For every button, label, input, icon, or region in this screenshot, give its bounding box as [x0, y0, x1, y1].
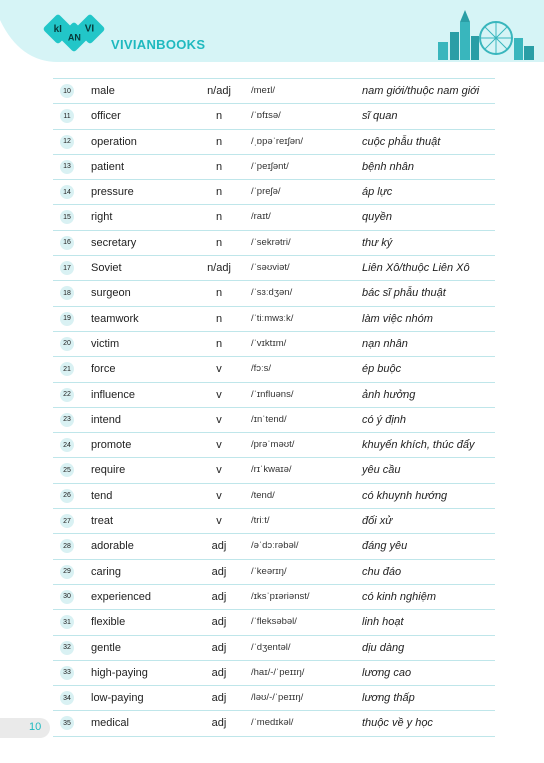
row-number: 10	[60, 84, 74, 98]
vocab-word: promote	[91, 439, 132, 452]
page-number: 10	[29, 721, 42, 733]
meaning: nạn nhân	[362, 337, 408, 350]
vocab-word: caring	[91, 565, 121, 578]
part-of-speech: v	[216, 439, 222, 452]
pronunciation: /ˈdʒentəl/	[251, 641, 291, 653]
vocabulary-table	[53, 78, 495, 737]
pronunciation: /ˈpreʃə/	[251, 186, 281, 198]
vocab-word: right	[91, 211, 113, 224]
part-of-speech: v	[216, 363, 222, 376]
meaning: ảnh hưởng	[362, 388, 416, 401]
table-row	[53, 433, 495, 458]
vocab-word: operation	[91, 135, 137, 148]
table-row	[53, 408, 495, 433]
vocab-word: low-paying	[91, 692, 144, 705]
meaning: bác sĩ phẫu thuật	[362, 287, 446, 300]
table-row	[53, 686, 495, 711]
table-row	[53, 130, 495, 155]
row-number: 15	[60, 210, 74, 224]
vocab-word: surgeon	[91, 287, 131, 300]
table-row	[53, 711, 495, 736]
part-of-speech: n	[215, 236, 223, 249]
part-of-speech: adj	[211, 641, 227, 654]
row-number: 16	[60, 236, 74, 250]
pronunciation: /fɔːs/	[251, 363, 272, 375]
vocab-word: Soviet	[91, 262, 122, 275]
meaning: bệnh nhân	[362, 160, 414, 173]
row-number: 12	[60, 135, 74, 149]
table-row	[53, 78, 495, 104]
part-of-speech: n	[215, 312, 223, 325]
part-of-speech: n	[215, 186, 223, 199]
table-row	[53, 585, 495, 610]
part-of-speech: n/adj	[207, 85, 231, 97]
meaning: làm việc nhóm	[362, 312, 433, 325]
pronunciation: /ˈɪnfluəns/	[251, 388, 294, 400]
row-number: 26	[60, 489, 74, 503]
city-skyline-icon	[436, 8, 536, 60]
vocab-word: teamwork	[91, 312, 139, 325]
vocab-word: patient	[91, 160, 125, 173]
vocab-word: experienced	[91, 590, 151, 603]
row-number: 19	[60, 312, 74, 326]
pronunciation: /ˈtiːmwɜːk/	[251, 312, 294, 324]
pronunciation: /ˈsekrətri/	[251, 236, 291, 248]
part-of-speech: adj	[211, 666, 227, 679]
brand-name: VIVIANBOOKS	[111, 37, 206, 52]
table-row	[53, 661, 495, 686]
table-row	[53, 256, 495, 281]
pronunciation: /triːt/	[251, 515, 270, 527]
part-of-speech: adj	[211, 565, 227, 578]
pronunciation: /prəˈməʊt/	[251, 439, 295, 451]
page-header	[0, 0, 544, 62]
table-row	[53, 534, 495, 559]
row-number: 23	[60, 413, 74, 427]
row-number: 21	[60, 362, 74, 376]
pronunciation: /ləʊ/-/ˈpeɪɪŋ/	[251, 692, 304, 704]
pronunciation: /ˈɒfɪsə/	[251, 110, 281, 122]
part-of-speech: v	[216, 515, 222, 528]
pronunciation: /haɪ/-/ˈpeɪɪŋ/	[251, 666, 305, 678]
part-of-speech: n	[215, 160, 223, 173]
row-number: 20	[60, 337, 74, 351]
row-number: 13	[60, 160, 74, 174]
table-row	[53, 560, 495, 585]
row-number: 35	[60, 716, 74, 730]
row-number: 25	[60, 463, 74, 477]
meaning: quyền	[362, 211, 392, 224]
part-of-speech: n	[215, 110, 223, 123]
row-number: 27	[60, 514, 74, 528]
row-number: 11	[60, 109, 74, 123]
vocab-word: secretary	[91, 236, 137, 249]
meaning: đáng yêu	[362, 540, 408, 553]
meaning: thư ký	[362, 236, 393, 249]
row-number: 22	[60, 388, 74, 402]
row-number: 31	[60, 615, 74, 629]
logo-tile-right: VI	[74, 13, 105, 44]
table-row	[53, 509, 495, 534]
meaning: lương thấp	[362, 692, 415, 705]
table-row	[53, 307, 495, 332]
row-number: 18	[60, 286, 74, 300]
row-number: 30	[60, 590, 74, 604]
vocab-word: male	[91, 85, 115, 97]
logo-tile-left: kI	[42, 13, 73, 44]
pronunciation: /əˈdɔːrəbəl/	[251, 540, 299, 552]
pronunciation: /ˈsɜːdʒən/	[251, 287, 293, 299]
table-row	[53, 155, 495, 180]
pronunciation: /ˈsəʊviət/	[251, 262, 290, 274]
part-of-speech: v	[216, 464, 222, 477]
meaning: có khuynh hướng	[362, 489, 448, 502]
table-row	[53, 636, 495, 661]
vocab-word: victim	[91, 337, 120, 350]
row-number: 24	[60, 438, 74, 452]
meaning: sĩ quan	[362, 110, 398, 123]
table-row	[53, 484, 495, 509]
table-row	[53, 383, 495, 408]
pronunciation: /ˈvɪktɪm/	[251, 337, 287, 349]
meaning: thuộc về y học	[362, 717, 433, 730]
part-of-speech: v	[216, 489, 222, 502]
table-row	[53, 205, 495, 230]
vocab-word: tend	[91, 489, 113, 502]
vocab-word: medical	[91, 717, 129, 730]
vocab-word: officer	[91, 110, 121, 123]
table-row	[53, 231, 495, 256]
part-of-speech: adj	[211, 692, 227, 705]
page-number-tab	[0, 718, 50, 738]
row-number: 33	[60, 666, 74, 680]
pronunciation: /ˈkeərɪŋ/	[251, 565, 287, 577]
pronunciation: /ˌɒpəˈreɪʃən/	[251, 135, 303, 147]
table-row	[53, 281, 495, 306]
pronunciation: /ˈpeɪʃənt/	[251, 160, 289, 172]
meaning: đối xử	[362, 515, 393, 528]
part-of-speech: n	[215, 337, 223, 350]
vocab-word: gentle	[91, 641, 121, 654]
row-number: 17	[60, 261, 74, 275]
vocab-word: require	[91, 464, 126, 477]
meaning: lương cao	[362, 666, 412, 679]
table-row	[53, 332, 495, 357]
part-of-speech: n/adj	[207, 262, 231, 275]
meaning: dịu dàng	[362, 641, 405, 654]
part-of-speech: v	[216, 388, 222, 401]
part-of-speech: n	[215, 287, 223, 300]
meaning: áp lực	[362, 186, 393, 199]
pronunciation: /ɪnˈtend/	[251, 413, 287, 425]
vocab-word: treat	[91, 515, 114, 528]
meaning: nam giới/thuộc nam giới	[362, 85, 480, 97]
meaning: yêu cầu	[362, 464, 401, 477]
meaning: chu đáo	[362, 565, 402, 578]
meaning: có ý định	[362, 413, 407, 426]
row-number: 32	[60, 641, 74, 655]
row-number: 34	[60, 691, 74, 705]
part-of-speech: adj	[211, 540, 227, 553]
meaning: cuộc phẫu thuật	[362, 135, 441, 148]
part-of-speech: n	[215, 135, 223, 148]
meaning: khuyến khích, thúc đẩy	[362, 439, 475, 452]
vocab-word: flexible	[91, 616, 126, 629]
row-number: 29	[60, 565, 74, 579]
part-of-speech: adj	[211, 590, 227, 603]
pronunciation: /meɪl/	[251, 85, 275, 96]
table-row	[53, 357, 495, 382]
vocab-word: adorable	[91, 540, 134, 553]
row-number: 28	[60, 539, 74, 553]
vocab-word: intend	[91, 413, 121, 426]
part-of-speech: adj	[211, 717, 227, 730]
meaning: có kinh nghiệm	[362, 590, 436, 603]
table-row	[53, 610, 495, 635]
vocab-word: influence	[91, 388, 136, 401]
part-of-speech: v	[216, 413, 222, 426]
pronunciation: /rɪˈkwaɪə/	[251, 464, 292, 476]
vocab-word: force	[91, 363, 116, 376]
part-of-speech: n	[215, 211, 223, 224]
meaning: ép buộc	[362, 363, 402, 376]
table-row	[53, 180, 495, 205]
logo-tile-bottom: AN	[58, 21, 89, 52]
table-row	[53, 104, 495, 129]
meaning: Liên Xô/thuộc Liên Xô	[362, 262, 470, 275]
pronunciation: /ɪksˈpɪəriənst/	[251, 590, 310, 602]
pronunciation: /ˈmedɪkəl/	[251, 717, 294, 729]
row-number: 14	[60, 185, 74, 199]
pronunciation: /tend/	[251, 489, 275, 501]
meaning: linh hoạt	[362, 616, 404, 629]
pronunciation: /ˈfleksəbəl/	[251, 616, 297, 628]
vocab-word: high-paying	[91, 666, 148, 679]
part-of-speech: adj	[211, 616, 227, 629]
pronunciation: /raɪt/	[251, 211, 271, 223]
table-row	[53, 458, 495, 483]
vocab-word: pressure	[91, 186, 134, 199]
